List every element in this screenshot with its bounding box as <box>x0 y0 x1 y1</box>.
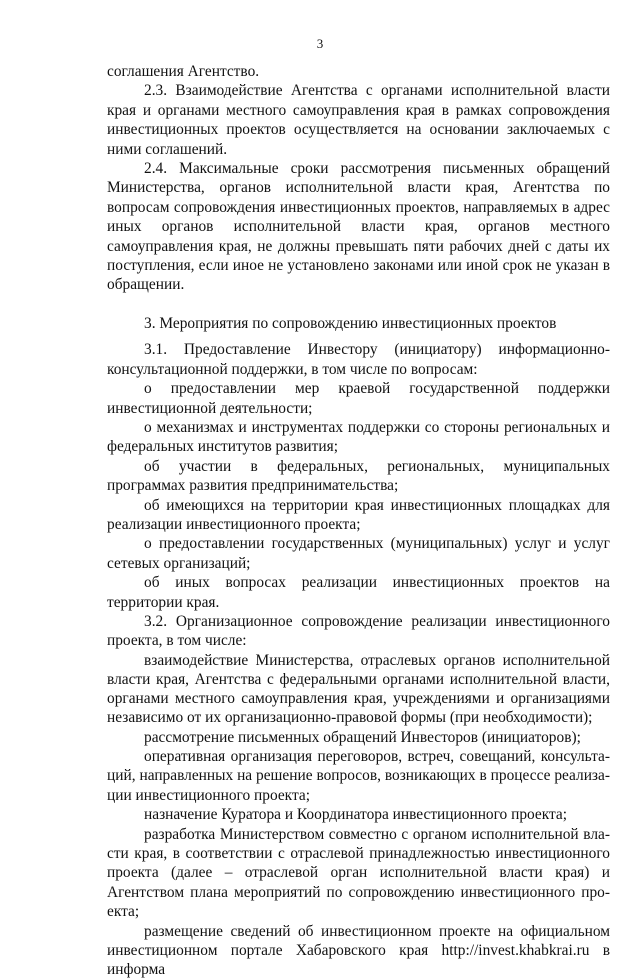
list-item: о предоставлении мер краевой государственной поддержки инвестиционной деятельности; <box>107 380 610 417</box>
paragraph-3-2: 3.2. Организационное сопровождение реализации инвестиционного проекта, в том числе: <box>107 612 610 650</box>
list-item: об имеющихся на территории края инвестиционных площадках для реализации инвестиционного проекта; <box>107 496 610 533</box>
list-item: рассмотрение письменных обращений Инвесторов (инициаторов); <box>144 728 581 746</box>
list-item: об участии в федеральных, региональных, муниципальных программах развития предпринимательства; <box>107 457 610 495</box>
list-item: размещение сведений об инвестиционном проекте на официальном инвестиционном портале Хабаровского края http://invest.khabkrai.ru в информа <box>107 922 610 979</box>
list-item: взаимодействие Министерства, отраслевых органов исполнительной власти края, Агентства с федеральными органами исполнительной власти, органами местного самоуправления края, учреждениями и организациями независимо от их организационно-правовой формы (при необходимости); <box>107 651 610 727</box>
list-item: разработка Министерством совместно с органом исполнительной власти края, в соответствии с отраслевой принадлежностью инвестиционного проекта (далее – отраслевой орган исполнительной власти края) и Агентством плана мероприятий по сопровождению инвестиционного проекта; <box>107 825 610 921</box>
list-item: о предоставлении государственных (муниципальных) услуг и услуг сетевых организаций; <box>107 535 610 572</box>
paragraph-3-1: 3.1. Предоставление Инвестору (инициатору) информационно-консультационной поддержки, в том числе по вопросам: <box>107 341 610 378</box>
paragraph-2-3: 2.3. Взаимодействие Агентства с органами исполнительной власти края и органами местного самоуправления края в рамках сопровождения инвестиционных проектов осуществляется на основании заключаемых с ними соглашений. <box>107 82 610 158</box>
paragraph-2-4: 2.4. Максимальные сроки рассмотрения письменных обращений Министерства, органов исполнительной власти края, Агентства по вопросам сопровождения инвестиционных проектов, направляемых в адрес иных органов исполнительной власти края, органов местного самоуправления края, не должны превышать пяти рабочих дней с даты их поступления, если иное не установлено законами или иной срок не указан в обращении. <box>107 160 610 294</box>
document-body <box>107 62 610 980</box>
list-item: об иных вопросах реализации инвестиционных проектов на территории края. <box>107 574 610 611</box>
list-item: назначение Куратора и Координатора инвестиционного проекта; <box>144 806 568 824</box>
list-item: оперативная организация переговоров, встреч, совещаний, консультаций, направленных на решение вопросов, возникающих в процессе реализации инвестиционного проекта; <box>107 748 610 804</box>
paragraph-continuation: соглашения Агентство. <box>107 63 260 80</box>
page-number: 3 <box>316 36 324 51</box>
list-item: о механизмах и инструментах поддержки со стороны региональных и федеральных институтов развития; <box>107 418 610 456</box>
section-heading-3: 3. Мероприятия по сопровождению инвестиционных проектов <box>144 314 557 332</box>
